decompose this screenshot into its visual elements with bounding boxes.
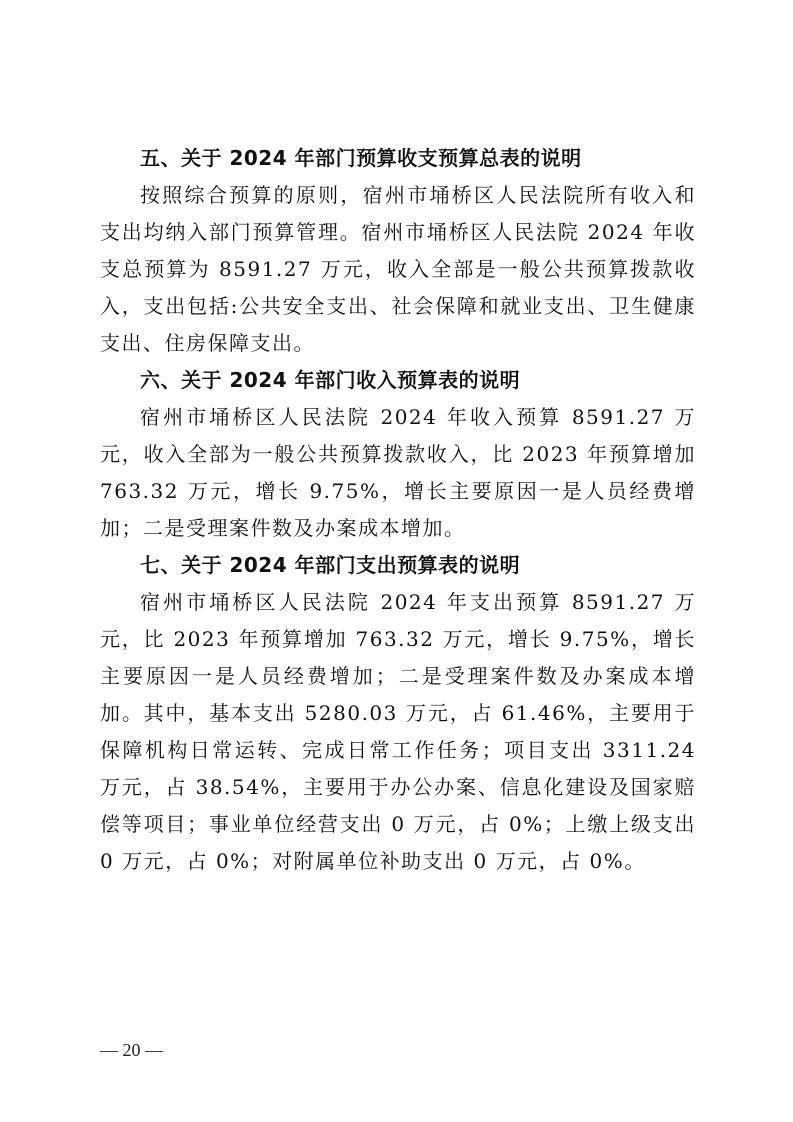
section-heading: 六、关于 2024 年部门收入预算表的说明 [140, 368, 521, 392]
section-heading: 五、关于 2024 年部门预算收支预算总表的说明 [140, 146, 582, 170]
section-budget-overview [100, 140, 696, 362]
section-paragraph: 按照综合预算的原则，宿州市埇桥区人民法院所有收入和支出均纳入部门预算管理。宿州市埇桥区人民法院 2024 年收支总预算为 8591.27 万元，收入全部是一般公共预算拨款收入，支出包括:公共安全支出、社会保障和就业支出、卫生健康支出、住房保障支出。 [100, 183, 696, 355]
section-expenditure-budget [100, 547, 696, 880]
section-income-budget [100, 362, 696, 547]
page-number: — 20 — [100, 1040, 163, 1060]
document-body [100, 140, 696, 880]
section-paragraph: 宿州市埇桥区人民法院 2024 年支出预算 8591.27 万元，比 2023 年预算增加 763.32 万元，增长 9.75%，增长主要原因一是人员经费增加；二是受理案件数及办案成本增加。其中，基本支出 5280.03 万元，占 61.46%，主要用于保障机构日常运转、完成日常工作任务；项目支出 3311.24 万元，占 38.54%，主要用于办公办案、信息化建设及国家赔偿等项目；事业单位经营支出 0 万元，占 0%；上缴上级支出 0 万元，占 0%；对附属单位补助支出 0 万元，占 0%。 [100, 590, 696, 873]
section-paragraph: 宿州市埇桥区人民法院 2024 年收入预算 8591.27 万元，收入全部为一般公共预算拨款收入，比 2023 年预算增加 763.32 万元，增长 9.75%，增长主要原因一是人员经费增加；二是受理案件数及办案成本增加。 [100, 405, 696, 540]
section-heading: 七、关于 2024 年部门支出预算表的说明 [140, 553, 521, 577]
